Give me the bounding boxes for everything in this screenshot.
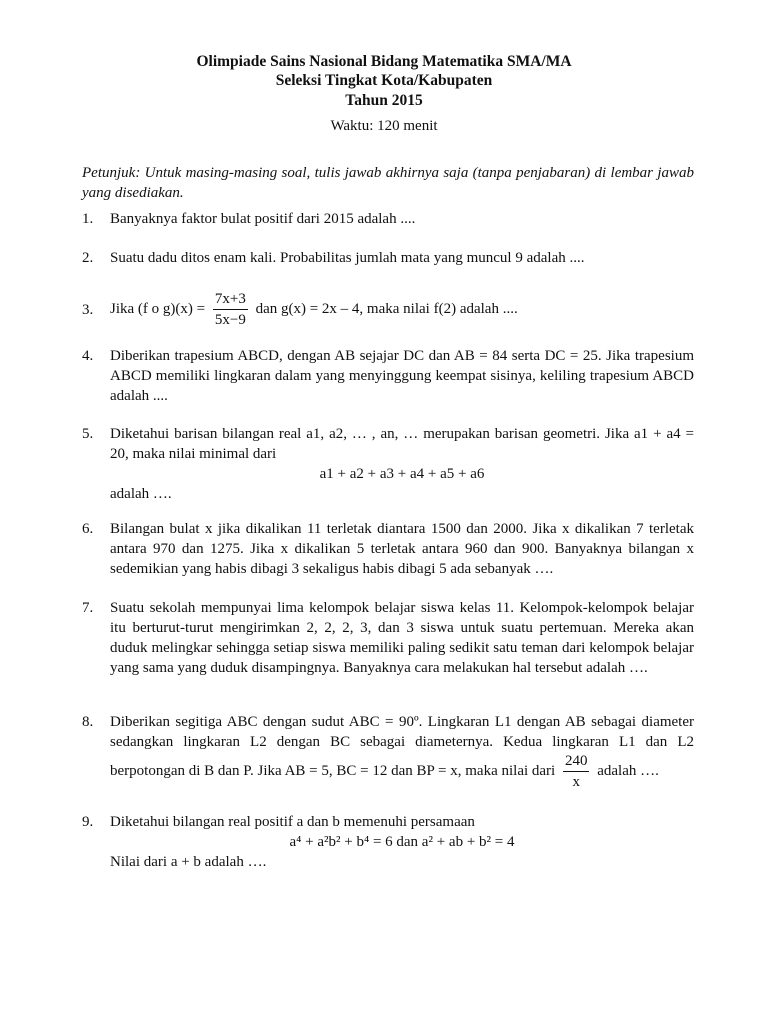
question-text [110, 712, 694, 791]
header-title: Olimpiade Sains Nasional Bidang Matematika SMA/MA [196, 53, 572, 70]
fraction-denominator: 5x−9 [214, 312, 246, 328]
question-pre: Jika (f o g)(x) = [110, 300, 206, 317]
question-text [110, 290, 694, 329]
instructions [82, 163, 694, 203]
fraction-denominator: x [572, 774, 580, 790]
question-main: Diberikan segitiga ABC dengan sudut ABC = 90º. Lingkaran L1 dengan AB sebagai diameter sedangkan lingkaran L2 dengan BC sebagai diameternya. Kedua lingkaran L1 dan L2 berpotongan di B dan P. Jika AB = 5, BC = 12 dan BP = x, maka nilai dari [110, 714, 694, 779]
instructions-text: : Untuk masing-masing soal, tulis jawab akhirnya saja (tanpa penjabaran) di lembar jawab yang disediakan. [82, 165, 694, 201]
question-text: Suatu sekolah mempunyai lima kelompok belajar siswa kelas 11. Kelompok-kelompok belajar itu berturut-turut mengirimkan 2, 2, 2, 3, dan 3 siswa untuk suatu pertemuan. Mereka akan duduk melingkar sehingga setiap siswa memiliki paling sedikit satu teman dari kelompok belajar yang sama yang duduk disampingnya. Banyaknya cara melakukan hal tersebut adalah …. [110, 600, 694, 676]
question-text: Banyaknya faktor bulat positif dari 2015 adalah .... [110, 211, 416, 227]
question-end: Nilai dari a + b adalah …. [110, 854, 267, 870]
question-number: 1. [82, 211, 94, 227]
question-text [110, 812, 694, 872]
instructions-label: Petunjuk [82, 165, 136, 181]
question-text: Bilangan bulat x jika dikalikan 11 terletak diantara 1500 dan 2000. Jika x dikalikan 7 terletak antara 970 dan 1275. Jika x dikalikan 5 terletak antara 960 dan 900. Banyaknya bilangan x sedemikian yang habis dibagi 3 sekaligus habis dibagi 5 ada sebanyak …. [110, 521, 694, 577]
fraction-numerator: 240 [563, 752, 590, 772]
header-subtitle: Seleksi Tingkat Kota/Kabupaten [275, 72, 493, 89]
question-post: dan g(x) = 2x – 4, maka nilai f(2) adalah .... [255, 300, 518, 317]
question-end: adalah …. [597, 762, 659, 779]
question-text: Diberikan trapesium ABCD, dengan AB sejajar DC dan AB = 84 serta DC = 25. Jika trapesium ABCD memiliki lingkaran dalam yang menyinggung keempat sisinya, keliling trapesium ABCD adalah .... [110, 348, 694, 404]
question-number: 6. [82, 521, 94, 537]
question-number: 3. [82, 302, 94, 318]
question-formula: a1 + a2 + a3 + a4 + a5 + a6 [319, 466, 485, 482]
question-number: 9. [82, 814, 94, 830]
header-year: Tahun 2015 [345, 92, 423, 109]
question-number: 5. [82, 426, 94, 442]
question-number: 4. [82, 348, 94, 364]
question-text: Suatu dadu ditos enam kali. Probabilitas jumlah mata yang muncul 9 adalah .... [110, 250, 585, 266]
question-main: Diketahui barisan bilangan real a1, a2, … , an, … merupakan barisan geometri. Jika a1 + a4 = 20, maka nilai minimal dari [110, 426, 694, 462]
question-number: 2. [82, 250, 94, 266]
question-main: Diketahui bilangan real positif a dan b memenuhi persamaan [110, 814, 475, 830]
time-limit: Waktu: 120 menit [330, 118, 438, 134]
question-formula: a⁴ + a²b² + b⁴ = 6 dan a² + ab + b² = 4 [289, 834, 515, 850]
fraction [213, 290, 248, 329]
question-end: adalah …. [110, 486, 172, 502]
question-number: 7. [82, 600, 94, 616]
fraction [563, 752, 590, 791]
question-number: 8. [82, 714, 94, 730]
fraction-numerator: 7x+3 [213, 290, 248, 310]
question-text [110, 424, 694, 504]
